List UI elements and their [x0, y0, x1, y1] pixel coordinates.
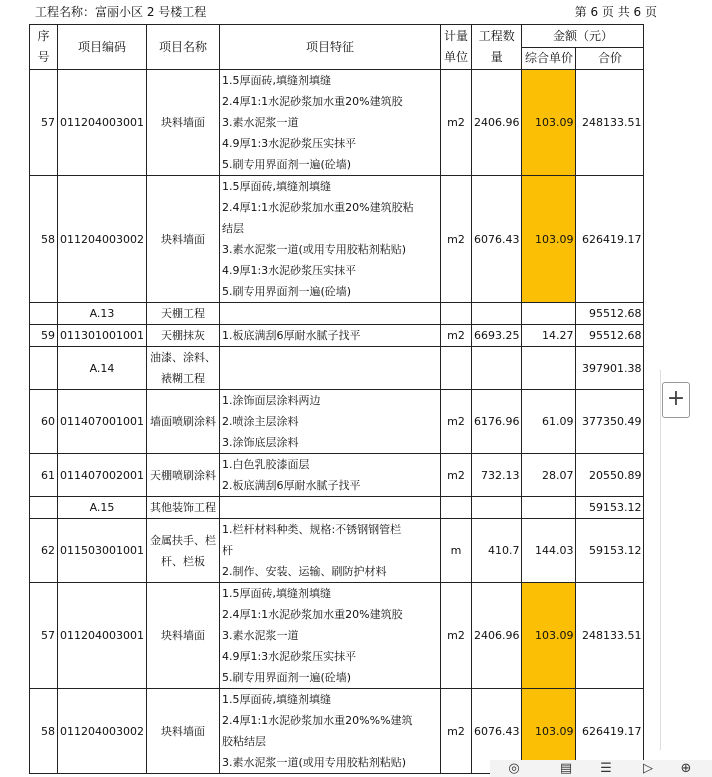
feature-line: 2.4厚1:1水泥砂浆加水重20%建筑胶	[221, 95, 403, 108]
row-unit-price	[522, 303, 576, 325]
row-total: 626419.17	[576, 176, 644, 303]
row-total: 248133.51	[576, 583, 644, 689]
feature-line: 5.刷专用界面剂一遍(砼墙)	[221, 158, 352, 171]
feature-line: 5.刷专用界面剂一遍(砼墙)	[221, 285, 352, 298]
row-qty: 6076.43	[471, 689, 522, 774]
header-features: 项目特征	[219, 25, 440, 70]
row-name: 油漆、涂料、裱糊工程	[146, 347, 219, 390]
row-name: 其他装饰工程	[146, 497, 219, 519]
feature-line: 杆	[221, 544, 233, 557]
row-qty: 6176.96	[471, 390, 522, 454]
table-row	[30, 583, 644, 689]
row-code: 011503001001	[58, 519, 147, 583]
row-qty	[471, 347, 522, 390]
row-features	[219, 176, 440, 303]
bottom-toolbar	[490, 760, 712, 777]
row-features	[219, 70, 440, 176]
row-unit-price: 61.09	[522, 390, 576, 454]
row-name: 块料墙面	[146, 689, 219, 774]
page-view-icon[interactable]: ▤	[559, 761, 573, 776]
row-total: 248133.51	[576, 70, 644, 176]
row-unit	[440, 347, 471, 390]
row-code: 011301001001	[58, 325, 147, 347]
row-qty: 2406.96	[471, 70, 522, 176]
row-qty: 410.7	[471, 519, 522, 583]
project-name: 工程名称：富丽小区 2 号楼工程	[35, 5, 207, 19]
row-unit	[440, 303, 471, 325]
row-features	[219, 303, 440, 325]
header-qty: 工程数量	[471, 25, 522, 70]
row-unit-price: 103.09	[522, 176, 576, 303]
row-unit-price	[522, 497, 576, 519]
row-unit-price	[522, 347, 576, 390]
row-qty: 732.13	[471, 454, 522, 497]
feature-line: 5.刷专用界面剂一遍(砼墙)	[221, 671, 352, 684]
feature-line: 3.素水泥浆一道	[221, 116, 299, 129]
row-code: 011204003001	[58, 70, 147, 176]
table-row	[30, 303, 644, 325]
row-features	[219, 325, 440, 347]
row-unit: m2	[440, 689, 471, 774]
row-total: 95512.68	[576, 325, 644, 347]
row-name: 墙面喷刷涂料	[146, 390, 219, 454]
row-seq: 59	[30, 325, 58, 347]
row-total: 59153.12	[576, 519, 644, 583]
table-row	[30, 454, 644, 497]
feature-line: 4.9厚1:3水泥砂浆压实抹平	[221, 264, 357, 277]
bill-of-quantities-table	[29, 24, 644, 774]
document-header	[30, 3, 657, 21]
row-unit-price: 103.09	[522, 583, 576, 689]
row-seq: 58	[30, 176, 58, 303]
row-code: 011204003002	[58, 176, 147, 303]
row-qty	[471, 497, 522, 519]
row-name: 块料墙面	[146, 70, 219, 176]
row-seq: 61	[30, 454, 58, 497]
row-seq: 57	[30, 583, 58, 689]
feature-line: 3.素水泥浆一道(或用专用胶粘剂粘贴)	[221, 243, 407, 256]
row-total: 377350.49	[576, 390, 644, 454]
feature-line: 2.喷涂主层涂料	[221, 415, 299, 428]
row-name: 块料墙面	[146, 583, 219, 689]
table-row	[30, 70, 644, 176]
feature-line: 3.涂饰底层涂料	[221, 436, 299, 449]
feature-line: 2.4厚1:1水泥砂浆加水重20%建筑胶	[221, 608, 403, 621]
feature-line: 1.白色乳胶漆面层	[221, 458, 310, 471]
row-features	[219, 519, 440, 583]
page-edge	[660, 370, 661, 750]
row-unit: m2	[440, 70, 471, 176]
row-qty: 6693.25	[471, 325, 522, 347]
row-name: 天棚抹灰	[146, 325, 219, 347]
row-unit-price: 28.07	[522, 454, 576, 497]
feature-line: 1.栏杆材料种类、规格:不锈钢钢管栏	[221, 523, 402, 536]
feature-line: 1.涂饰面层涂料两边	[221, 394, 321, 407]
header-seq: 序号	[30, 25, 58, 70]
row-features	[219, 689, 440, 774]
row-unit: m2	[440, 583, 471, 689]
row-code: 011407001001	[58, 390, 147, 454]
feature-line: 1.板底满刮6厚耐水腻子找平	[221, 329, 361, 342]
row-qty: 6076.43	[471, 176, 522, 303]
header-unit-price: 综合单价	[522, 48, 576, 70]
feature-line: 2.4厚1:1水泥砂浆加水重20%%%建筑	[221, 714, 413, 727]
row-code: 011204003002	[58, 689, 147, 774]
globe-icon[interactable]: ⊕	[680, 761, 692, 776]
row-unit	[440, 497, 471, 519]
table-row	[30, 325, 644, 347]
feature-line: 1.5厚面砖,填缝剂填缝	[221, 74, 331, 87]
header-amount: 金额（元）	[522, 25, 644, 48]
row-total: 95512.68	[576, 303, 644, 325]
row-name: 天棚工程	[146, 303, 219, 325]
feature-line: 4.9厚1:3水泥砂浆压实抹平	[221, 137, 357, 150]
row-features	[219, 347, 440, 390]
feature-line: 2.制作、安装、运输、刷防护材料	[221, 565, 387, 578]
outline-icon[interactable]: ☰	[600, 761, 612, 776]
header-code: 项目编码	[58, 25, 147, 70]
feature-line: 3.素水泥浆一道(或用专用胶粘剂粘贴)	[221, 756, 407, 769]
row-unit-price: 103.09	[522, 70, 576, 176]
row-unit: m2	[440, 454, 471, 497]
row-qty	[471, 303, 522, 325]
table-row	[30, 347, 644, 390]
table-row	[30, 176, 644, 303]
feature-line: 3.素水泥浆一道	[221, 629, 299, 642]
row-features	[219, 497, 440, 519]
row-unit-price: 103.09	[522, 689, 576, 774]
page-number: 第 6 页 共 6 页	[574, 5, 657, 19]
feature-line: 2.板底满刮6厚耐水腻子找平	[221, 479, 361, 492]
feature-line: 1.5厚面砖,填缝剂填缝	[221, 587, 331, 600]
row-features	[219, 454, 440, 497]
feature-line: 1.5厚面砖,填缝剂填缝	[221, 693, 331, 706]
play-icon[interactable]: ▷	[643, 761, 653, 776]
row-features	[219, 583, 440, 689]
feature-line: 2.4厚1:1水泥砂浆加水重20%建筑胶粘	[221, 201, 414, 214]
row-unit: m2	[440, 176, 471, 303]
row-seq	[30, 347, 58, 390]
feature-line: 1.5厚面砖,填缝剂填缝	[221, 180, 331, 193]
row-qty: 2406.96	[471, 583, 522, 689]
row-seq: 57	[30, 70, 58, 176]
row-total: 59153.12	[576, 497, 644, 519]
locate-icon[interactable]: ◎	[508, 761, 520, 776]
row-seq	[30, 303, 58, 325]
row-name: 块料墙面	[146, 176, 219, 303]
row-name: 金属扶手、栏杆、栏板	[146, 519, 219, 583]
row-code: 011407002001	[58, 454, 147, 497]
row-code: A.13	[58, 303, 147, 325]
row-unit: m2	[440, 390, 471, 454]
table-row	[30, 497, 644, 519]
feature-line: 4.9厚1:3水泥砂浆压实抹平	[221, 650, 357, 663]
header-total: 合价	[576, 48, 644, 70]
feature-line: 结层	[221, 222, 244, 235]
row-features	[219, 390, 440, 454]
add-button[interactable]: +	[662, 382, 690, 418]
row-code: A.15	[58, 497, 147, 519]
row-unit-price: 144.03	[522, 519, 576, 583]
table-row	[30, 390, 644, 454]
header-name: 项目名称	[146, 25, 219, 70]
row-code: 011204003001	[58, 583, 147, 689]
row-code: A.14	[58, 347, 147, 390]
row-total: 626419.17	[576, 689, 644, 774]
row-seq: 60	[30, 390, 58, 454]
row-total: 397901.38	[576, 347, 644, 390]
row-name: 天棚喷刷涂料	[146, 454, 219, 497]
row-total: 20550.89	[576, 454, 644, 497]
row-unit: m	[440, 519, 471, 583]
row-seq: 62	[30, 519, 58, 583]
row-unit-price: 14.27	[522, 325, 576, 347]
header-unit: 计量单位	[440, 25, 471, 70]
row-seq: 58	[30, 689, 58, 774]
table-row	[30, 519, 644, 583]
row-unit: m2	[440, 325, 471, 347]
feature-line: 胶粘结层	[221, 735, 266, 748]
row-seq	[30, 497, 58, 519]
